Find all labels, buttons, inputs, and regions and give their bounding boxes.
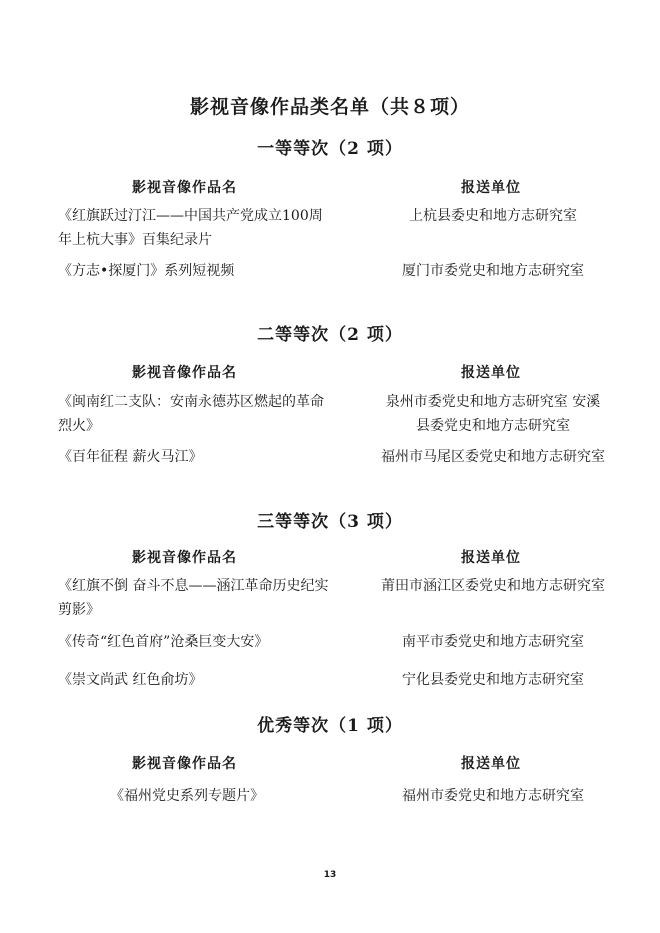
section-heading-excellent-class: 优秀等次（1 项） <box>257 716 403 736</box>
section-heading-second-class: 二等等次（2 项） <box>257 325 403 345</box>
work-title: 《红旗不倒 奋斗不息——涵江革命历史纪实剪影》 <box>58 578 329 618</box>
work-title: 《福州党史系列专题片》 <box>110 788 264 804</box>
submitting-unit: 莆田市涵江区委党史和地方志研究室 <box>381 578 605 594</box>
work-title: 《红旗跃过汀江——中国共产党成立100周年上杭大事》百集纪录片 <box>58 208 323 248</box>
column-header-work: 影视音像作品名 <box>132 180 237 196</box>
submitting-unit: 南平市委党史和地方志研究室 <box>402 634 584 650</box>
column-header-unit: 报送单位 <box>461 550 521 566</box>
work-title: 《崇文尚武 红色俞坊》 <box>58 672 203 688</box>
column-header-work: 影视音像作品名 <box>132 756 237 772</box>
column-header-unit: 报送单位 <box>461 756 521 772</box>
submitting-unit: 上杭县委史和地方志研究室 <box>409 208 577 224</box>
column-header-unit: 报送单位 <box>461 180 521 196</box>
work-title: 《方志•探厦门》系列短视频 <box>58 263 235 279</box>
submitting-unit: 福州市委党史和地方志研究室 <box>402 788 584 804</box>
section-heading-first-class: 一等等次（2 项） <box>257 139 403 159</box>
page-title: 影视音像作品类名单（共８项） <box>189 96 470 118</box>
submitting-unit: 泉州市委党史和地方志研究室 安溪县委党史和地方志研究室 <box>385 394 601 434</box>
column-header-unit: 报送单位 <box>461 365 521 381</box>
section-heading-third-class: 三等等次（3 项） <box>257 512 403 532</box>
work-title: 《百年征程 薪火马江》 <box>58 449 203 465</box>
column-header-work: 影视音像作品名 <box>132 550 237 566</box>
column-header-work: 影视音像作品名 <box>132 365 237 381</box>
page-number: 13 <box>323 870 337 880</box>
submitting-unit: 宁化县委党史和地方志研究室 <box>402 672 584 688</box>
work-title: 《传奇“红色首府”沧桑巨变大安》 <box>58 634 269 650</box>
work-title: 《闽南红二支队：安南永德苏区燃起的革命烈火》 <box>58 394 324 434</box>
submitting-unit: 厦门市委党史和地方志研究室 <box>402 263 584 279</box>
submitting-unit: 福州市马尾区委党史和地方志研究室 <box>381 449 605 465</box>
